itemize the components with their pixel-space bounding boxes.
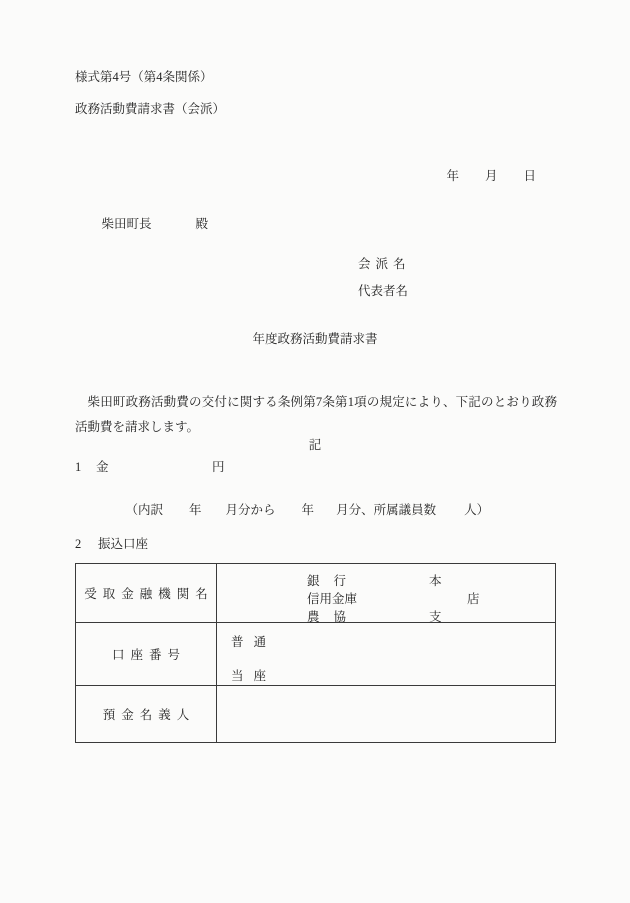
breakdown-year-from: 年: [189, 502, 202, 517]
item1-number: 1: [75, 460, 82, 474]
bank-options-wrapper: [217, 564, 555, 625]
bank-name-label-cell: [76, 564, 217, 623]
branch-mark-shi[interactable]: 支: [429, 610, 442, 625]
item2-label: 振込口座: [98, 537, 149, 551]
account-number-value-cell[interactable]: [217, 623, 556, 686]
item1-currency-unit: 円: [212, 460, 225, 474]
ki-marker: 記: [308, 438, 322, 452]
account-holder-label: 預金名義人: [102, 708, 196, 722]
addressee-honorific: 殿: [195, 216, 209, 231]
account-number-label-cell: [76, 623, 217, 686]
bank-kind-shinyokinko[interactable]: 信用金庫: [307, 592, 358, 607]
date-year-label: 年: [446, 168, 460, 183]
branch-type-options: [429, 572, 539, 626]
document-title: 年度政務活動費請求書: [252, 332, 378, 346]
bank-name-value-cell[interactable]: [217, 564, 556, 623]
account-type-futsu[interactable]: 普通: [231, 635, 277, 649]
table-row: [76, 564, 556, 623]
bank-kind-options: [307, 572, 360, 626]
account-type-options: [217, 623, 555, 685]
account-holder-input-area[interactable]: [217, 686, 555, 742]
account-type-toza[interactable]: 当座: [231, 669, 277, 683]
item2-number: 2: [75, 537, 82, 551]
account-table: [75, 563, 556, 743]
account-holder-value-cell[interactable]: [217, 686, 556, 743]
item1-amount-label: 金: [96, 460, 109, 474]
form-number: 様式第4号（第4条関係）: [75, 70, 213, 84]
branch-mark-hon[interactable]: 本: [429, 574, 442, 588]
breakdown-month-from: 月分から: [225, 502, 276, 517]
kaiha-name-label: 会派名: [358, 257, 411, 271]
addressee-line: [89, 205, 208, 243]
breakdown-year-to: 年: [301, 502, 315, 517]
account-holder-label-cell: [76, 686, 217, 743]
table-row: [76, 623, 556, 686]
branch-mark-ten[interactable]: 店: [467, 592, 480, 607]
body-paragraph: 柴田町政務活動費の交付に関する条例第7条第1項の規定により、下記のとおり政務活動費を請求します。: [75, 394, 557, 434]
breakdown-member-count: 人）: [464, 502, 490, 517]
date-day-label: 日: [523, 168, 537, 183]
item1-breakdown-line: [113, 491, 489, 529]
date-month-label: 月: [485, 168, 498, 183]
bank-kind-ginko[interactable]: 銀行: [307, 574, 361, 588]
addressee-name: 柴田町長: [101, 216, 152, 231]
form-title: 政務活動費請求書（会派）: [75, 102, 226, 116]
bank-name-label: 受取金融機関名: [84, 587, 214, 601]
representative-name-label: 代表者名: [358, 284, 409, 298]
account-number-label: 口座番号: [111, 648, 186, 662]
breakdown-open-label: （内訳: [125, 502, 164, 517]
table-row: [76, 686, 556, 743]
date-line: [434, 157, 536, 195]
breakdown-month-to: 月分、所属議員数: [336, 502, 437, 517]
bank-kind-nokyo[interactable]: 農協: [307, 610, 361, 625]
